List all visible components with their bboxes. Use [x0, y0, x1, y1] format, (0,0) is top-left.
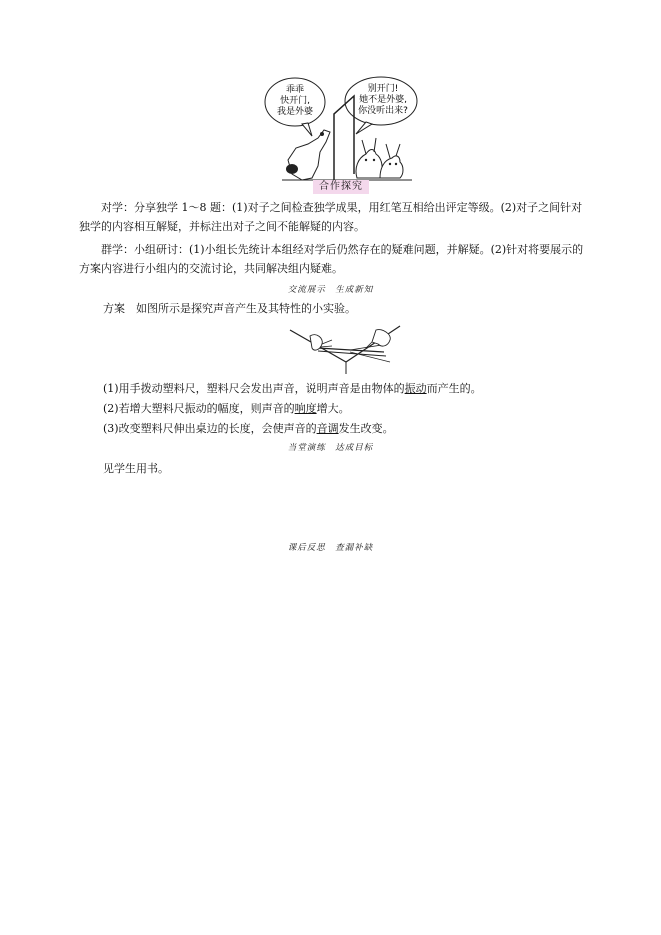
cartoon-illustration [262, 74, 418, 182]
section-exchange-title: 交流展示 生成新知 [287, 285, 374, 295]
question-1 [103, 380, 482, 398]
bubble-right-line-2: 她不是外婆, [359, 95, 407, 105]
pair-learning-paragraph: 对学：分享独学 1～8 题：(1)对子之间检查独学成果，用红笔互相给出评定等级。(2)对子之间针对独学的内容相互解疑，并标注出对子之间不能解疑的内容。 [79, 201, 583, 233]
see-book-line: 见学生用书。 [103, 462, 169, 475]
question-1-text: (1)用手拨动塑料尺，塑料尺会发出声音，说明声音是由物体的 [103, 382, 405, 395]
ruler-experiment-figure [288, 322, 402, 374]
plan-line: 方案 如图所示是探究声音产生及其特性的小实验。 [103, 302, 356, 315]
question-2-text: (2)若增大塑料尺振动的幅度，则声音的 [103, 402, 295, 415]
question-2-tail: 增大。 [316, 402, 350, 415]
bubble-right-line-3: 你没听出来? [358, 106, 408, 116]
question-3-tail: 发生改变。 [338, 422, 394, 435]
question-3-answer: 音调 [316, 422, 339, 435]
question-1-tail: 而产生的。 [426, 382, 482, 395]
group-learning-paragraph: 群学：小组研讨：(1)小组长先统计本组经对学后仍然存在的疑难问题，并解疑。(2)针对将要展示的方案内容进行小组内的交流讨论，共同解决组内疑难。 [79, 243, 584, 275]
question-3-text: (3)改变塑料尺伸出桌边的长度，会使声音的 [103, 422, 317, 435]
question-3 [103, 420, 394, 438]
bubble-left-line-3: 我是外婆 [276, 107, 314, 117]
section-reflect-title: 课后反思 查漏补缺 [287, 543, 374, 553]
question-2 [103, 400, 350, 418]
section-practice-title: 当堂演练 达成目标 [287, 443, 374, 453]
bubble-left-line-2: 快开门, [280, 96, 310, 106]
cooperative-inquiry-badge: 合作探究 [313, 180, 369, 194]
bubble-left-line-1: 乖乖 [285, 85, 305, 95]
question-1-answer: 振动 [404, 382, 427, 395]
question-2-answer: 响度 [294, 402, 317, 415]
bubble-right-line-1: 别开门! [367, 84, 399, 94]
